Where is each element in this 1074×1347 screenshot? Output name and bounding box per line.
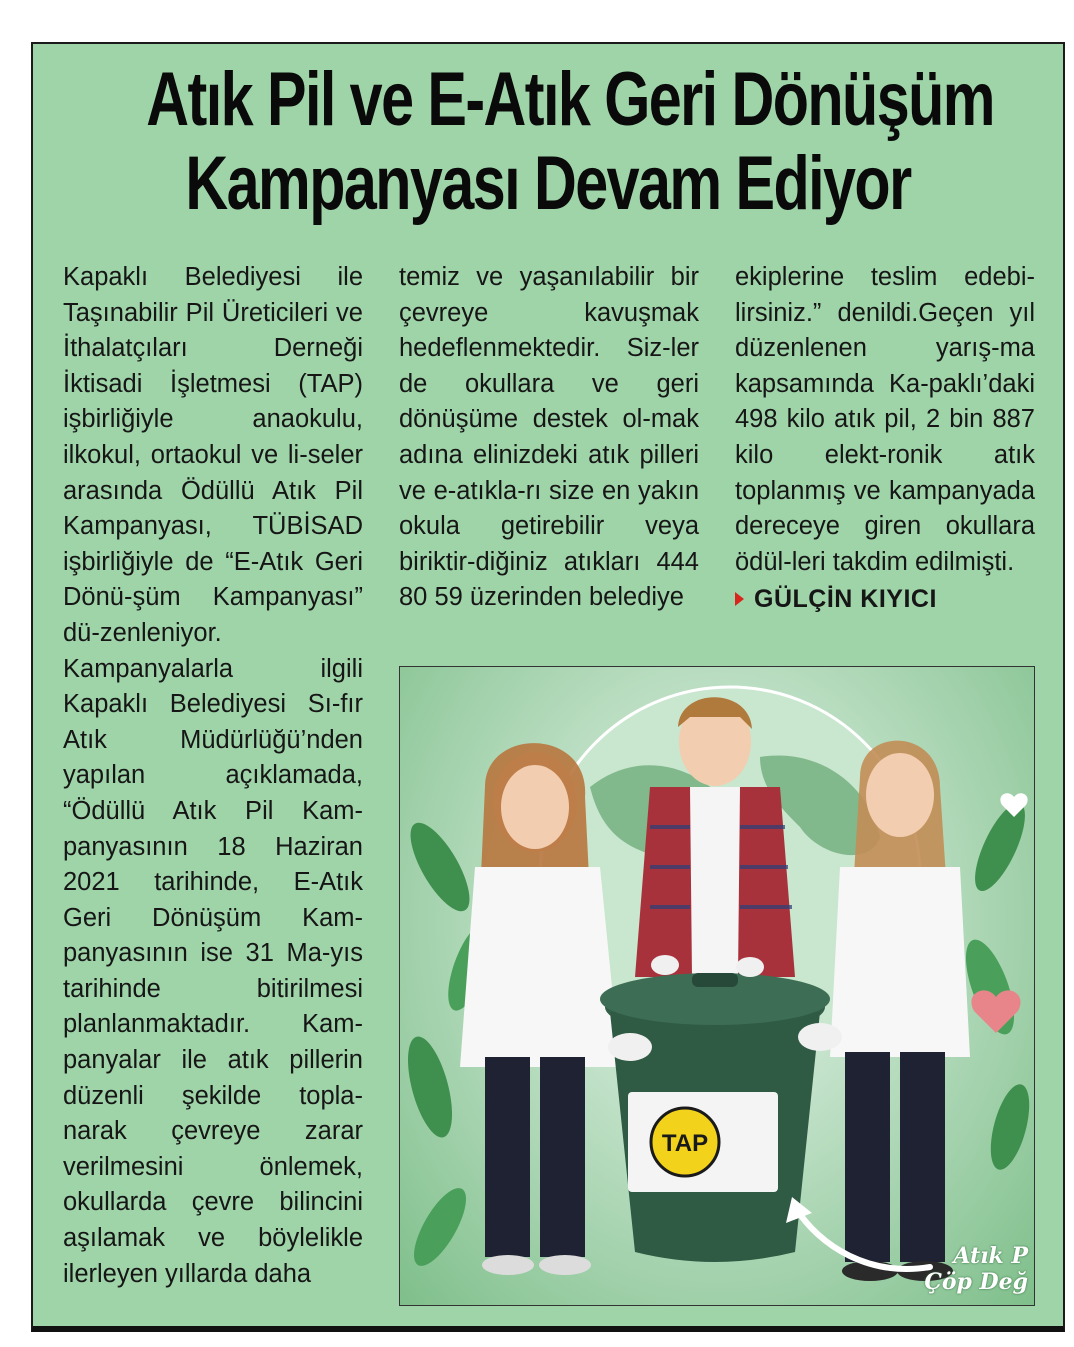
author-name: GÜLÇİN KIYICI — [754, 585, 937, 614]
article-column-2 — [399, 260, 699, 616]
article-paragraph: ekiplerine teslim edebi-lirsiniz.” denildi.Geçen yıl düzenlenen yarış-ma kapsamında Ka-paklı’daki 498 kilo atık pil, 2 bin 887 kilo elekt-ronik atık toplanmış ve kampanyada dereceye giren okullara ödül-leri takdim edilmişti. — [735, 263, 1035, 576]
news-clipping — [31, 42, 1065, 1332]
photo-illustration — [400, 667, 1035, 1306]
article-paragraph: Kapaklı Belediyesi ile Taşınabilir Pil Üreticileri ve İthalatçıları Derneği İktisadi İşletmesi (TAP) işbirliğiyle anaokulu, ilkokul, ortaokul ve li-seler arasında Ödüllü Atık Pil Kampanyası, TÜBİSAD işbirliğiyle de “E-Atık Geri Dönü-şüm Kampanyası” dü-zenleniyor. — [63, 263, 363, 647]
article-column-1 — [63, 260, 363, 1292]
article-paragraph: temiz ve yaşanılabilir bir çevreye kavuşmak hedeflenmektedir. Siz-ler de okullara ve geri dönüşüme destek ol-mak adına elinizdeki atık pilleri ve e-atıkla-rı size en yakın okula getirebilir veya biriktir-diğiniz atıkları 444 80 59 üzerinden belediye — [399, 263, 699, 612]
headline-line-2: Kampanyası Devam Ediyor — [185, 141, 911, 226]
article-paragraph: Kampanyalarla ilgili Kapaklı Belediyesi Sı-fır Atık Müdürlüğü’nden yapılan açıklamada, “Ödüllü Atık Pil Kam-panyasının 18 Haziran 2021 tarihinde, E-Atık Geri Dönüşüm Kam-panyasının ise 31 Ma-yıs tarihinde bitirilmesi planlanmaktadır. Kam-panyalar ile atık pillerin düzenli şekilde topla-narak çevreye zarar verilmesini önlemek, okullarda çevre bilincini aşılamak ve böylelikle ilerleyen yıllarda daha — [63, 654, 363, 1288]
photo-overlay-text — [924, 1243, 1028, 1295]
photo-overlay-line: Çöp Değ — [924, 1269, 1028, 1295]
tap-logo-text: TAP — [661, 1130, 709, 1157]
byline-marker-icon — [735, 592, 744, 606]
article-column-3 — [735, 260, 1035, 618]
article-photo — [399, 666, 1035, 1306]
headline — [33, 57, 1063, 226]
author-byline — [735, 582, 1035, 618]
headline-line-1: Atık Pil ve E-Atık Geri Dönüşüm — [146, 57, 994, 142]
photo-overlay-line: Atık P — [953, 1243, 1028, 1269]
